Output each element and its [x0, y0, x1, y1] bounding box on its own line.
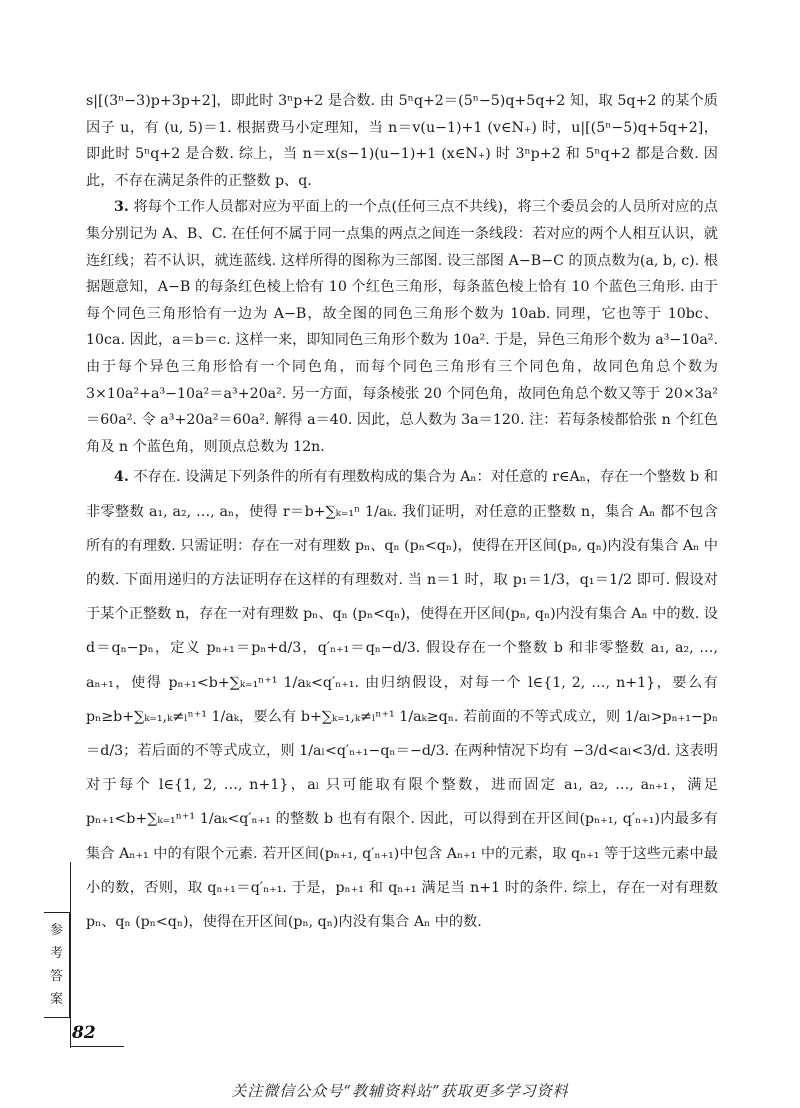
- paragraph-problem-4: [86, 460, 718, 939]
- problem-number-3: 3.: [114, 199, 129, 216]
- problem-4-text: 不存在. 设满足下列条件的所有有理数构成的集合为 Aₙ：对任意的 r∈Aₙ，存在一个整数 b 和非零整数 a₁, a₂, …, aₙ，使得 r＝b+∑ₖ₌₁ⁿ 1/aₖ. 我们证明，对任意的正整数 n，集合 Aₙ 都不包含所有的有理数. 只需证明：存在一对有理数 pₙ、qₙ (pₙ<qₙ)，使得在开区间(pₙ, qₙ)内没有集合 Aₙ 中的数. 下面用递归的方法证明存在这样的有理数对. 当 n＝1 时，取 p₁＝1/3，q₁＝1/2 即可. 假设对于某个正整数 n，存在一对有理数 pₙ、qₙ (pₙ<qₙ)，使得在开区间(pₙ, qₙ)内没有集合 Aₙ 中的数. 设 d＝qₙ−pₙ，定义 pₙ₊₁＝pₙ+d/3，q′ₙ₊₁＝qₙ−d/3. 假设存在一个整数 b 和非零整数 a₁, a₂, …, aₙ₊₁，使得 pₙ₊₁<b+∑ₖ₌₁ⁿ⁺¹ 1/aₖ<q′ₙ₊₁. 由归纳假设，对每一个 l∈{1, 2, …, n+1}，要么有 pₙ≥b+∑ₖ₌₁,ₖ≠ₗⁿ⁺¹ 1/aₖ，要么有 b+∑ₖ₌₁,ₖ≠ₗⁿ⁺¹ 1/aₖ≥qₙ. 若前面的不等式成立，则 1/aₗ>pₙ₊₁−pₙ＝d/3；若后面的不等式成立，则 1/aₗ<q′ₙ₊₁−qₙ＝−d/3. 在两种情况下均有 −3/d<aₗ<3/d. 这表明对于每个 l∈{1, 2, …, n+1}，aₗ 只可能取有限个整数，进而固定 a₁, a₂, …, aₙ₊₁，满足 pₙ₊₁<b+∑ₖ₌₁ⁿ⁺¹ 1/aₖ<q′ₙ₊₁ 的整数 b 也有有限个. 因此，可以得到在开区间(pₙ₊₁, q′ₙ₊₁)内最多有集合 Aₙ₊₁ 中的有限个元素. 若开区间(pₙ₊₁, q′ₙ₊₁)中包含 Aₙ₊₁ 中的元素，取 qₙ₊₁ 等于这些元素中最小的数，否则，取 qₙ₊₁＝q′ₙ₊₁. 于是，pₙ₊₁ 和 qₙ₊₁ 满足当 n+1 时的条件. 综上，存在一对有理数 pₙ、qₙ (pₙ<qₙ)，使得在开区间(pₙ, qₙ)内没有集合 Aₙ 中的数.: [86, 469, 718, 930]
- footer-watermark-text: 关注微信公众号“教辅资料站”获取更多学习资料: [231, 1082, 569, 1100]
- section-tab-answers: [44, 912, 70, 1018]
- answer-content: [86, 88, 718, 939]
- page-number-rule: [70, 1046, 124, 1047]
- section-tab-char: 答: [49, 968, 63, 984]
- section-tab-char: 参: [49, 922, 63, 938]
- paragraph-problem-3: [86, 194, 718, 460]
- section-tab-char: 案: [49, 991, 63, 1007]
- paragraph-continuation: s|[(3ⁿ−3)p+3p+2]，即此时 3ⁿp+2 是合数. 由 5ⁿq+2＝(5ⁿ−5)q+5q+2 知，取 5q+2 的某个质因子 u，有 (u, 5)＝1. 根据费马小定理知，当 n＝v(u−1)+1 (v∈N₊) 时，u|[(5ⁿ−5)q+5q+2]，即此时 5ⁿq+2 是合数. 综上，当 n＝x(s−1)(u−1)+1 (x∈N₊) 时 3ⁿp+2 和 5ⁿq+2 都是合数. 因此，不存在满足条件的正整数 p、q.: [86, 93, 718, 189]
- margin-vertical-rule: [70, 862, 71, 1048]
- page-number: 82: [72, 1020, 102, 1046]
- problem-3-text: 将每个工作人员都对应为平面上的一个点(任何三点不共线)，将三个委员会的人员所对应的点集分别记为 A、B、C. 在任何不属于同一点集的两点之间连一条线段：若对应的两个人相互认识，就连红线；若不认识，就连蓝线. 这样所得的图称为三部图. 设三部图 A−B−C 的顶点数为(a, b, c). 根据题意知，A−B 的每条红色棱上恰有 10 个红色三角形，每条蓝色棱上恰有 10 个蓝色三角形. 由于每个同色三角形恰有一边为 A−B，故全图的同色三角形个数为 10ab. 同理，它也等于 10bc、10ca. 因此，a＝b＝c. 这样一来，即知同色三角形个数为 10a². 于是，异色三角形个数为 a³−10a². 由于每个异色三角形恰有一个同色角，而每个同色三角形有三个同色角，故同色角总个数为 3×10a²+a³−10a²＝a³+20a². 另一方面，每条棱张 20 个同色角，故同色角总个数又等于 20×3a²＝60a². 令 a³+20a²＝60a². 解得 a＝40. 因此，总人数为 3a＝120. 注：若每条棱都恰张 n 个红色角及 n 个蓝色角，则顶点总数为 12n.: [86, 199, 718, 455]
- problem-number-4: 4.: [114, 469, 129, 486]
- section-tab-char: 考: [49, 945, 63, 961]
